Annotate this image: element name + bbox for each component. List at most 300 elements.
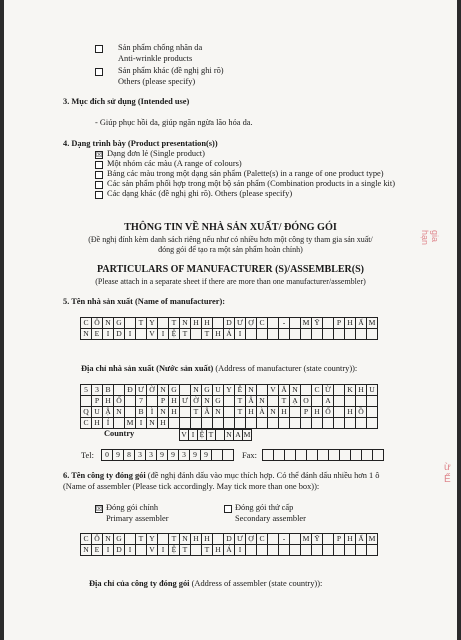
grid-cell: I <box>235 329 246 340</box>
grid-cell: Í <box>103 418 114 429</box>
grid-cell: T <box>136 318 147 329</box>
grid-cell <box>180 407 191 418</box>
grid-cell <box>329 450 340 461</box>
grid-cell: D <box>224 534 235 545</box>
assembler-address-label <box>89 579 322 589</box>
grid-cell: G <box>114 534 125 545</box>
grid-cell <box>301 545 312 556</box>
grid-cell: H <box>345 318 356 329</box>
grid-cell: H <box>92 418 103 429</box>
grid-cell: Đ <box>125 385 136 396</box>
grid-cell: N <box>103 318 114 329</box>
grid-cell: T <box>169 318 180 329</box>
grid-cell: Ă <box>279 385 290 396</box>
grid-cell: H <box>246 407 257 418</box>
grid-cell: P <box>158 396 169 407</box>
grid-cell: À <box>257 407 268 418</box>
manufacturer-address-label <box>81 364 357 374</box>
grid-cell: N <box>158 407 169 418</box>
grid-cell <box>334 329 345 340</box>
grid-cell <box>334 418 345 429</box>
grid-cell: G <box>169 385 180 396</box>
grid-cell <box>216 430 225 441</box>
grid-cell <box>257 418 268 429</box>
grid-cell <box>334 545 345 556</box>
grid-cell <box>268 534 279 545</box>
section5-title: 5. Tên nhà sản xuất (Name of manufacturer): <box>63 297 226 306</box>
anti-wrinkle-en: Anti-wrinkle products <box>118 54 193 63</box>
manufacturer-name-grid[interactable] <box>80 317 378 340</box>
grid-cell <box>373 450 384 461</box>
grid-cell: T <box>235 396 246 407</box>
grid-cell <box>296 450 307 461</box>
grid-cell: 3 <box>92 385 103 396</box>
grid-cell <box>191 545 202 556</box>
grid-cell: N <box>180 534 191 545</box>
primary-assembler-vi: Đóng gói chính <box>106 503 159 512</box>
section6-title-note: (đề nghị đánh dấu vào mục thích hợp. Có thể đánh dấu nhiều hơn 1 ô <box>145 471 380 480</box>
grid-cell: C <box>81 418 92 429</box>
grid-cell: Q <box>81 407 92 418</box>
grid-cell: V <box>268 385 279 396</box>
grid-cell <box>312 396 323 407</box>
grid-cell: 9 <box>168 450 179 461</box>
grid-cell: P <box>334 318 345 329</box>
grid-cell: T <box>180 329 191 340</box>
presentation-option-3: Bảng các màu trong một dạng sản phẩm (Palette(s) in a range of one product type) <box>107 169 384 178</box>
grid-cell: P <box>301 407 312 418</box>
grid-cell: N <box>213 407 224 418</box>
grid-cell <box>290 329 301 340</box>
checkbox-range-colours[interactable] <box>95 161 103 169</box>
grid-cell: I <box>125 545 136 556</box>
grid-cell: N <box>257 396 268 407</box>
grid-cell: Y <box>147 534 158 545</box>
grid-cell: N <box>202 396 213 407</box>
grid-cell: Á <box>224 329 235 340</box>
grid-cell: G <box>202 385 213 396</box>
grid-cell <box>323 318 334 329</box>
grid-cell: Â <box>202 407 213 418</box>
grid-cell: N <box>147 418 158 429</box>
grid-cell: 8 <box>124 450 135 461</box>
grid-cell: 3 <box>179 450 190 461</box>
checkbox-other-forms[interactable] <box>95 191 103 199</box>
grid-cell <box>290 318 301 329</box>
grid-cell: Ệ <box>198 430 207 441</box>
grid-cell: 9 <box>113 450 124 461</box>
grid-cell: I <box>125 329 136 340</box>
grid-cell: N <box>290 385 301 396</box>
grid-cell: H <box>103 396 114 407</box>
grid-cell <box>285 450 296 461</box>
grid-cell: Ồ <box>356 407 367 418</box>
grid-cell <box>356 329 367 340</box>
grid-cell <box>180 385 191 396</box>
grid-cell: D <box>114 329 125 340</box>
manufacturer-vi-note-2: đóng gói để tạo ra một sản phẩm hoàn chỉnh) <box>158 245 303 254</box>
grid-cell <box>268 318 279 329</box>
grid-cell <box>246 418 257 429</box>
grid-cell <box>312 418 323 429</box>
grid-cell: I <box>158 329 169 340</box>
grid-cell <box>235 418 246 429</box>
grid-cell: Ờ <box>147 385 158 396</box>
section3-title: 3. Mục đích sử dụng (Intended use) <box>63 97 190 106</box>
grid-cell: N <box>158 385 169 396</box>
grid-cell <box>213 534 224 545</box>
manufacturer-address-label-vi: Địa chỉ nhà sản xuất (Nước sản xuất) <box>81 364 214 373</box>
presentation-option-5: Các dạng khác (đề nghị ghi rõ). Others (please specify) <box>107 189 293 198</box>
grid-cell: Ợ <box>246 318 257 329</box>
grid-cell: M <box>301 534 312 545</box>
grid-cell <box>246 329 257 340</box>
grid-cell: V <box>147 329 158 340</box>
grid-cell: O <box>301 396 312 407</box>
grid-cell: U <box>92 407 103 418</box>
grid-cell: H <box>158 418 169 429</box>
grid-cell <box>224 418 235 429</box>
grid-cell: U <box>213 385 224 396</box>
grid-cell <box>290 418 301 429</box>
grid-cell <box>169 418 180 429</box>
grid-cell: C <box>257 318 268 329</box>
section6-title-main: 6. Tên công ty đóng gói <box>63 471 146 480</box>
checkbox-combination[interactable] <box>95 181 103 189</box>
grid-cell: Ỹ <box>312 534 323 545</box>
grid-cell <box>125 396 136 407</box>
grid-cell <box>367 407 378 418</box>
grid-cell <box>257 385 268 396</box>
grid-cell: Ố <box>114 396 125 407</box>
grid-cell: Ô <box>92 534 103 545</box>
grid-cell <box>257 329 268 340</box>
grid-cell <box>356 545 367 556</box>
grid-cell: C <box>257 534 268 545</box>
grid-cell: H <box>312 407 323 418</box>
grid-cell: Ợ <box>246 534 257 545</box>
manufacturer-vi-title: THÔNG TIN VỀ NHÀ SẢN XUẤT/ ĐÓNG GÓI <box>124 222 337 233</box>
grid-cell: E <box>92 329 103 340</box>
grid-cell: H <box>279 407 290 418</box>
grid-cell <box>268 418 279 429</box>
grid-cell <box>323 329 334 340</box>
grid-cell: B <box>136 407 147 418</box>
grid-cell <box>191 329 202 340</box>
fax-label: Fax: <box>242 451 257 460</box>
grid-cell: Ệ <box>169 329 180 340</box>
manufacturer-address-label-en: (Address of manufacturer (state country)): <box>213 364 358 373</box>
manufacturer-en-note: (Please attach in a separate sheet if there are more than one manufacturer/assembler) <box>95 277 366 286</box>
grid-cell: N <box>81 329 92 340</box>
grid-cell: 9 <box>201 450 212 461</box>
grid-cell: D <box>224 318 235 329</box>
grid-cell: I <box>136 418 147 429</box>
other-products-en: Others (please specify) <box>118 77 196 86</box>
grid-cell: 0 <box>102 450 113 461</box>
grid-cell: I <box>103 545 114 556</box>
grid-cell: H <box>202 318 213 329</box>
grid-cell: Ậ <box>103 407 114 418</box>
grid-cell: I <box>189 430 198 441</box>
grid-cell: P <box>92 396 103 407</box>
grid-cell: H <box>345 407 356 418</box>
grid-cell: Ư <box>235 318 246 329</box>
grid-cell: T <box>202 545 213 556</box>
grid-cell <box>351 450 362 461</box>
grid-cell <box>268 545 279 556</box>
grid-cell: V <box>147 545 158 556</box>
grid-cell <box>125 534 136 545</box>
grid-cell <box>268 329 279 340</box>
tel-label: Tel: <box>81 451 94 460</box>
grid-cell: C <box>81 534 92 545</box>
grid-cell <box>147 396 158 407</box>
grid-cell <box>323 545 334 556</box>
grid-cell: H <box>356 385 367 396</box>
grid-cell: A <box>234 430 243 441</box>
grid-cell <box>125 318 136 329</box>
grid-cell: E <box>92 545 103 556</box>
grid-cell: M <box>243 430 251 439</box>
assembler-name-grid[interactable] <box>80 533 378 556</box>
section4-title: 4. Dạng trình bày (Product presentation(s)) <box>63 139 218 148</box>
grid-cell: K <box>345 385 356 396</box>
other-products-vi: Sản phẩm khác (đề nghị ghi rõ) <box>118 66 224 75</box>
grid-cell: M <box>367 318 378 329</box>
grid-cell <box>125 407 136 418</box>
section6-title <box>63 471 379 481</box>
grid-cell <box>367 396 378 407</box>
grid-cell: H <box>191 534 202 545</box>
grid-cell: Y <box>224 385 235 396</box>
grid-cell <box>318 450 329 461</box>
grid-cell: T <box>191 407 202 418</box>
grid-cell: U <box>367 385 378 396</box>
grid-cell: N <box>268 407 279 418</box>
grid-cell <box>263 450 274 461</box>
grid-cell: I <box>235 545 246 556</box>
grid-cell: D <box>114 545 125 556</box>
intended-use-text: - Giúp phục hồi da, giúp ngăn ngừa lão hóa da. <box>95 118 253 127</box>
grid-cell <box>158 534 169 545</box>
grid-cell <box>356 418 367 429</box>
grid-cell: V <box>180 430 189 441</box>
grid-cell: G <box>114 318 125 329</box>
grid-cell: Ư <box>180 396 191 407</box>
grid-cell <box>213 418 224 429</box>
tel-grid[interactable] <box>101 449 212 461</box>
grid-cell <box>362 450 373 461</box>
grid-cell <box>345 396 356 407</box>
document-page <box>4 0 457 640</box>
grid-cell: H <box>345 534 356 545</box>
grid-cell: Á <box>224 545 235 556</box>
grid-cell <box>279 418 290 429</box>
grid-cell <box>340 450 351 461</box>
grid-cell <box>180 418 191 429</box>
grid-cell <box>312 329 323 340</box>
grid-cell <box>81 396 92 407</box>
grid-cell: Ờ <box>191 396 202 407</box>
grid-cell <box>367 418 378 429</box>
checkbox-primary-assembler[interactable]: ☒ <box>96 505 103 513</box>
grid-cell: H <box>169 396 180 407</box>
grid-cell <box>268 396 279 407</box>
grid-cell: 5 <box>81 385 92 396</box>
grid-cell: H <box>202 534 213 545</box>
grid-cell <box>334 396 345 407</box>
grid-cell <box>356 396 367 407</box>
grid-cell <box>290 534 301 545</box>
grid-cell <box>367 329 378 340</box>
grid-cell <box>224 396 235 407</box>
checkbox-secondary-assembler[interactable] <box>224 505 232 513</box>
grid-cell: H <box>213 545 224 556</box>
grid-cell <box>367 545 378 556</box>
grid-cell: T <box>235 407 246 418</box>
grid-cell <box>290 545 301 556</box>
grid-cell: Ô <box>92 318 103 329</box>
grid-cell: Ệ <box>169 545 180 556</box>
stamp-fragment-low: Ế <box>444 474 451 485</box>
grid-cell: 7 <box>136 396 147 407</box>
grid-cell <box>158 318 169 329</box>
checkbox-other-products[interactable] <box>95 68 103 76</box>
anti-wrinkle-vi: Sản phẩm chống nhăn da <box>118 43 203 52</box>
manufacturer-vi-note-1: (Đề nghị đính kèm danh sách riêng nếu như có nhiều hơn một công ty tham gia sản xuất/ <box>88 235 373 244</box>
grid-cell: P <box>334 534 345 545</box>
manufacturer-address-grid[interactable] <box>80 384 378 429</box>
grid-cell <box>274 450 285 461</box>
grid-cell: N <box>246 385 257 396</box>
country-grid[interactable] <box>179 429 252 441</box>
grid-cell: T <box>136 534 147 545</box>
grid-cell: M <box>125 418 136 429</box>
grid-cell: M <box>301 318 312 329</box>
grid-cell: N <box>81 545 92 556</box>
grid-cell: B <box>103 385 114 396</box>
grid-cell <box>202 418 213 429</box>
grid-cell: C <box>312 385 323 396</box>
grid-cell <box>279 545 290 556</box>
grid-cell: N <box>225 430 234 441</box>
grid-cell: Y <box>147 318 158 329</box>
grid-cell <box>191 418 202 429</box>
grid-cell: Ạ <box>290 396 301 407</box>
grid-cell: Ẩ <box>356 534 367 545</box>
presentation-option-1: Dạng đơn lẻ (Single product) <box>107 149 205 158</box>
grid-cell <box>345 418 356 429</box>
grid-cell <box>279 329 290 340</box>
grid-cell: G <box>213 396 224 407</box>
grid-cell <box>345 545 356 556</box>
presentation-option-4: Các sản phẩm phối hợp trong một bộ sản phẩm (Combination products in a single kit) <box>107 179 395 188</box>
grid-cell <box>114 418 125 429</box>
grid-cell <box>257 545 268 556</box>
grid-cell: T <box>207 430 216 441</box>
grid-cell <box>223 450 234 461</box>
country-label: Country <box>104 429 135 438</box>
fax-grid[interactable] <box>262 449 384 461</box>
grid-cell <box>136 545 147 556</box>
grid-cell: Ỹ <box>312 318 323 329</box>
checkbox-single-product[interactable]: ☒ <box>96 151 103 159</box>
grid-cell: I <box>103 329 114 340</box>
stamp-fragment-top: gia hạn <box>420 230 440 246</box>
checkbox-anti-wrinkle[interactable] <box>95 45 103 53</box>
grid-cell <box>334 385 345 396</box>
grid-cell: Ễ <box>235 385 246 396</box>
grid-cell: 3 <box>146 450 157 461</box>
primary-assembler-en: Primary assembler <box>106 514 169 523</box>
grid-cell: Ừ <box>323 385 334 396</box>
grid-cell: N <box>114 407 125 418</box>
grid-cell: Ư <box>136 385 147 396</box>
grid-cell: N <box>191 385 202 396</box>
grid-cell: Ẩ <box>356 318 367 329</box>
grid-cell <box>212 450 223 461</box>
grid-cell: N <box>103 534 114 545</box>
grid-cell: M <box>367 534 378 545</box>
stamp-fragment-mid: ừ <box>444 462 451 473</box>
grid-cell: H <box>191 318 202 329</box>
grid-cell: I <box>158 545 169 556</box>
assembler-address-label-vi: Địa chỉ của công ty đóng gói <box>89 579 190 588</box>
grid-cell <box>114 385 125 396</box>
assembler-address-label-en: (Address of assembler (state country)): <box>189 579 323 588</box>
grid-cell: A <box>323 396 334 407</box>
grid-cell: N <box>180 318 191 329</box>
grid-cell: Â <box>246 396 257 407</box>
grid-cell: T <box>180 545 191 556</box>
grid-cell <box>312 545 323 556</box>
grid-cell <box>323 418 334 429</box>
grid-cell <box>301 418 312 429</box>
presentation-option-2: Một nhóm các màu (A range of colours) <box>107 159 242 168</box>
grid-cell: 9 <box>157 450 168 461</box>
grid-cell <box>246 545 257 556</box>
grid-cell <box>301 385 312 396</box>
grid-cell <box>334 407 345 418</box>
grid-cell <box>323 534 334 545</box>
grid-cell: T <box>169 534 180 545</box>
grid-cell <box>136 329 147 340</box>
section6-title-line2: (Name of assembler (Please tick accordingly. May tick more than one box)): <box>63 482 320 491</box>
grid-cell <box>307 450 318 461</box>
grid-cell: Ố <box>323 407 334 418</box>
tel-extra-grid[interactable] <box>211 449 234 461</box>
grid-cell <box>345 329 356 340</box>
secondary-assembler-vi: Đóng gói thứ cấp <box>235 503 294 512</box>
manufacturer-en-title: PARTICULARS OF MANUFACTURER (S)/ASSEMBLER(S) <box>97 264 364 275</box>
grid-cell <box>290 407 301 418</box>
grid-cell <box>224 407 235 418</box>
grid-cell: 3 <box>135 450 146 461</box>
grid-cell: H <box>213 329 224 340</box>
grid-cell: T <box>202 329 213 340</box>
grid-cell: Ì <box>147 407 158 418</box>
secondary-assembler-en: Secondary assembler <box>235 514 306 523</box>
grid-cell: - <box>279 534 290 545</box>
grid-cell: Ư <box>235 534 246 545</box>
grid-cell: C <box>81 318 92 329</box>
grid-cell: 9 <box>190 450 201 461</box>
grid-cell <box>213 318 224 329</box>
grid-cell <box>301 329 312 340</box>
checkbox-palette[interactable] <box>95 171 103 179</box>
grid-cell: - <box>279 318 290 329</box>
